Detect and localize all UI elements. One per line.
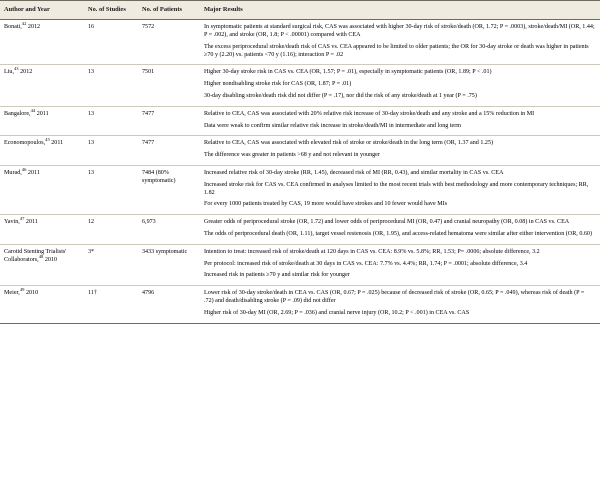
author-name: Economopoulos, xyxy=(4,140,46,147)
result-line: For every 1000 patients treated by CAS, 19 more would have strokes and 10 fewer would have MIs xyxy=(204,201,448,208)
cell-number-of-patients: 7501 xyxy=(138,65,200,106)
cell-author-year xyxy=(0,286,84,323)
cell-major-results xyxy=(200,286,600,323)
reference-superscript: 49 xyxy=(19,287,25,293)
publication-year: 2011 xyxy=(24,219,38,226)
cell-number-of-studies: 16 xyxy=(84,20,138,65)
publication-year: 2012 xyxy=(18,69,33,76)
reference-superscript: 47 xyxy=(19,216,25,222)
publication-year: 2010 xyxy=(43,256,58,263)
cell-author-year xyxy=(0,20,84,65)
cell-number-of-studies: 13 xyxy=(84,136,138,166)
reference-superscript: 43 xyxy=(14,66,19,72)
cell-author-year xyxy=(0,136,84,166)
cell-major-results xyxy=(200,20,600,65)
reference-superscript: 44 xyxy=(30,107,36,113)
author-name: Yavin, xyxy=(4,219,20,226)
result-line: Higher 30-day stroke risk in CAS vs. CEA (OR, 1.57; P = .01), especially in symptomatic patients (OR, 1.89; P < .01) xyxy=(204,69,492,76)
cell-number-of-studies: 13 xyxy=(84,165,138,214)
publication-year: 2011 xyxy=(35,110,49,117)
cell-number-of-patients: 7477 xyxy=(138,106,200,136)
result-line: Greater odds of periprocedural stroke (OR, 1.72) and lower odds of periprocedural MI (OR, 0.47) and cranial neuropathy (OR, 0.08) in CAS vs. CEA xyxy=(204,219,570,226)
cell-number-of-patients: 7572 xyxy=(138,20,200,65)
cell-major-results xyxy=(200,106,600,136)
cell-author-year xyxy=(0,106,84,136)
result-line: The difference was greater in patients >68 y and not relevant in younger xyxy=(204,152,380,159)
author-name: Murad, xyxy=(4,169,22,176)
cell-author-year xyxy=(0,215,84,245)
author-name: Bangalore, xyxy=(4,110,31,117)
cell-author-year xyxy=(0,165,84,214)
cell-author-year xyxy=(0,65,84,106)
result-line: Higher nondisabling stroke risk for CAS (OR, 1.87; P = .01) xyxy=(204,81,352,88)
author-name: Meier, xyxy=(4,290,20,297)
cell-major-results xyxy=(200,65,600,106)
cell-number-of-patients: 4796 xyxy=(138,286,200,323)
table-row xyxy=(0,106,600,136)
table-row xyxy=(0,136,600,166)
table-row xyxy=(0,165,600,214)
publication-year: 2011 xyxy=(26,169,40,176)
result-line: Per protocol: increased risk of stroke/death at 30 days in CAS vs. CEA: 7.7% vs. 4.4%; RR, 1.74; P = .0001; absolute difference, 3.4 xyxy=(204,260,528,267)
result-line: Lower risk of 30-day stroke/death in CEA vs. CAS (OR, 0.67; P = .025) because of decreased risk of stroke (OR, 0.65; P = .049), whereas risk of death (P = .72) and death/disabling stroke (P = .09) did not differ xyxy=(204,290,585,304)
publication-year: 2012 xyxy=(26,24,41,31)
publication-year: 2011 xyxy=(49,140,64,147)
cell-number-of-studies: 3* xyxy=(84,244,138,285)
table-row xyxy=(0,286,600,323)
table-row xyxy=(0,20,600,65)
table-row xyxy=(0,244,600,285)
table-row xyxy=(0,215,600,245)
result-line: Increased risk in patients ≥70 y and similar risk for younger xyxy=(204,272,350,279)
reference-superscript: 46 xyxy=(21,166,27,172)
cell-number-of-patients: 6,973 xyxy=(138,215,200,245)
cell-number-of-studies: 12 xyxy=(84,215,138,245)
table-row xyxy=(0,65,600,106)
table-body xyxy=(0,20,600,323)
result-line: The excess periprocedural stroke/death risk of CAS vs. CEA appeared to be limited to older patients; the OR for 30-day stroke or death was higher in patients ≥70 y (2.20) vs. patients <70 y (1.16); interaction P = .02 xyxy=(204,43,589,58)
cell-number-of-studies: 11† xyxy=(84,286,138,323)
author-name: Liu, xyxy=(4,69,14,76)
cell-number-of-patients: 7484 (80% symptomatic) xyxy=(138,165,200,214)
publication-year: 2010 xyxy=(24,290,39,297)
table-header xyxy=(0,1,600,20)
reference-superscript: 45 xyxy=(45,137,50,143)
result-line: Data were weak to confirm similar relative risk increase in stroke/death/MI in intermediate and long term xyxy=(204,122,462,129)
cell-number-of-patients: 7477 xyxy=(138,136,200,166)
result-line: Relative to CEA, CAS was associated with 20% relative risk increase of 30-day stroke/death and any stroke and a 15% reduction in MI xyxy=(204,110,535,117)
table-header-row xyxy=(0,1,600,20)
result-line: In symptomatic patients at standard surgical risk, CAS was associated with higher 30-day risk of stroke/death (OR, 1.72; P = .0003), stroke/death/MI (OR, 1.44; P = .002), and stroke (OR, 1.8; P < .00001) compared with CEA xyxy=(204,24,595,38)
reference-superscript: 48 xyxy=(38,253,44,259)
cell-author-year xyxy=(0,244,84,285)
cell-number-of-studies: 13 xyxy=(84,65,138,106)
column-header-author: Author and Year xyxy=(0,1,84,20)
cell-number-of-studies: 13 xyxy=(84,106,138,136)
author-name: Carotid Stenting Trialists' Collaborators, xyxy=(4,248,67,263)
column-header-results: Major Results xyxy=(200,1,600,20)
result-line: Increased relative risk of 30-day stroke (RR, 1.45), decreased risk of MI (RR, 0.43), and similar mortality in CAS vs. CEA xyxy=(204,169,504,176)
column-header-patients: No. of Patients xyxy=(138,1,200,20)
cell-major-results xyxy=(200,215,600,245)
cell-major-results xyxy=(200,165,600,214)
cell-major-results xyxy=(200,244,600,285)
reference-superscript: 42 xyxy=(21,21,27,27)
result-line: Relative to CEA, CAS was associated with elevated risk of stroke or stroke/death in the long term (OR, 1.37 and 1.25) xyxy=(204,140,494,147)
result-line: Higher risk of 30-day MI (OR, 2.69; P = .036) and cranial nerve injury (OR, 10.2; P < .001) in CEA vs. CAS xyxy=(204,309,470,316)
result-line: Intention to treat: increased risk of stroke/death at 120 days in CAS vs. CEA: 8.9% vs. 5.8%; RR, 1.53; P= .0006; absolute difference, 3.2 xyxy=(204,248,540,255)
author-name: Bonati, xyxy=(4,24,22,31)
result-line: The odds of periprocedural death (OR, 1.11), target vessel restenosis (OR, 1.95), and access-related hematoma were similar after either intervention (OR, 0.60) xyxy=(204,230,593,237)
result-line: Increased stroke risk for CAS vs. CEA confirmed in analyses limited to the most recent trials with best methodology and more contemporary techniques; RR, 1.82 xyxy=(204,181,589,196)
cell-major-results xyxy=(200,136,600,166)
cell-number-of-patients: 3433 symptomatic xyxy=(138,244,200,285)
column-header-studies: No. of Studies xyxy=(84,1,138,20)
result-line: 30-day disabling stroke/death risk did not differ (P = .17), nor did the risk of any stroke/death at 1 year (P = .75) xyxy=(204,92,477,99)
